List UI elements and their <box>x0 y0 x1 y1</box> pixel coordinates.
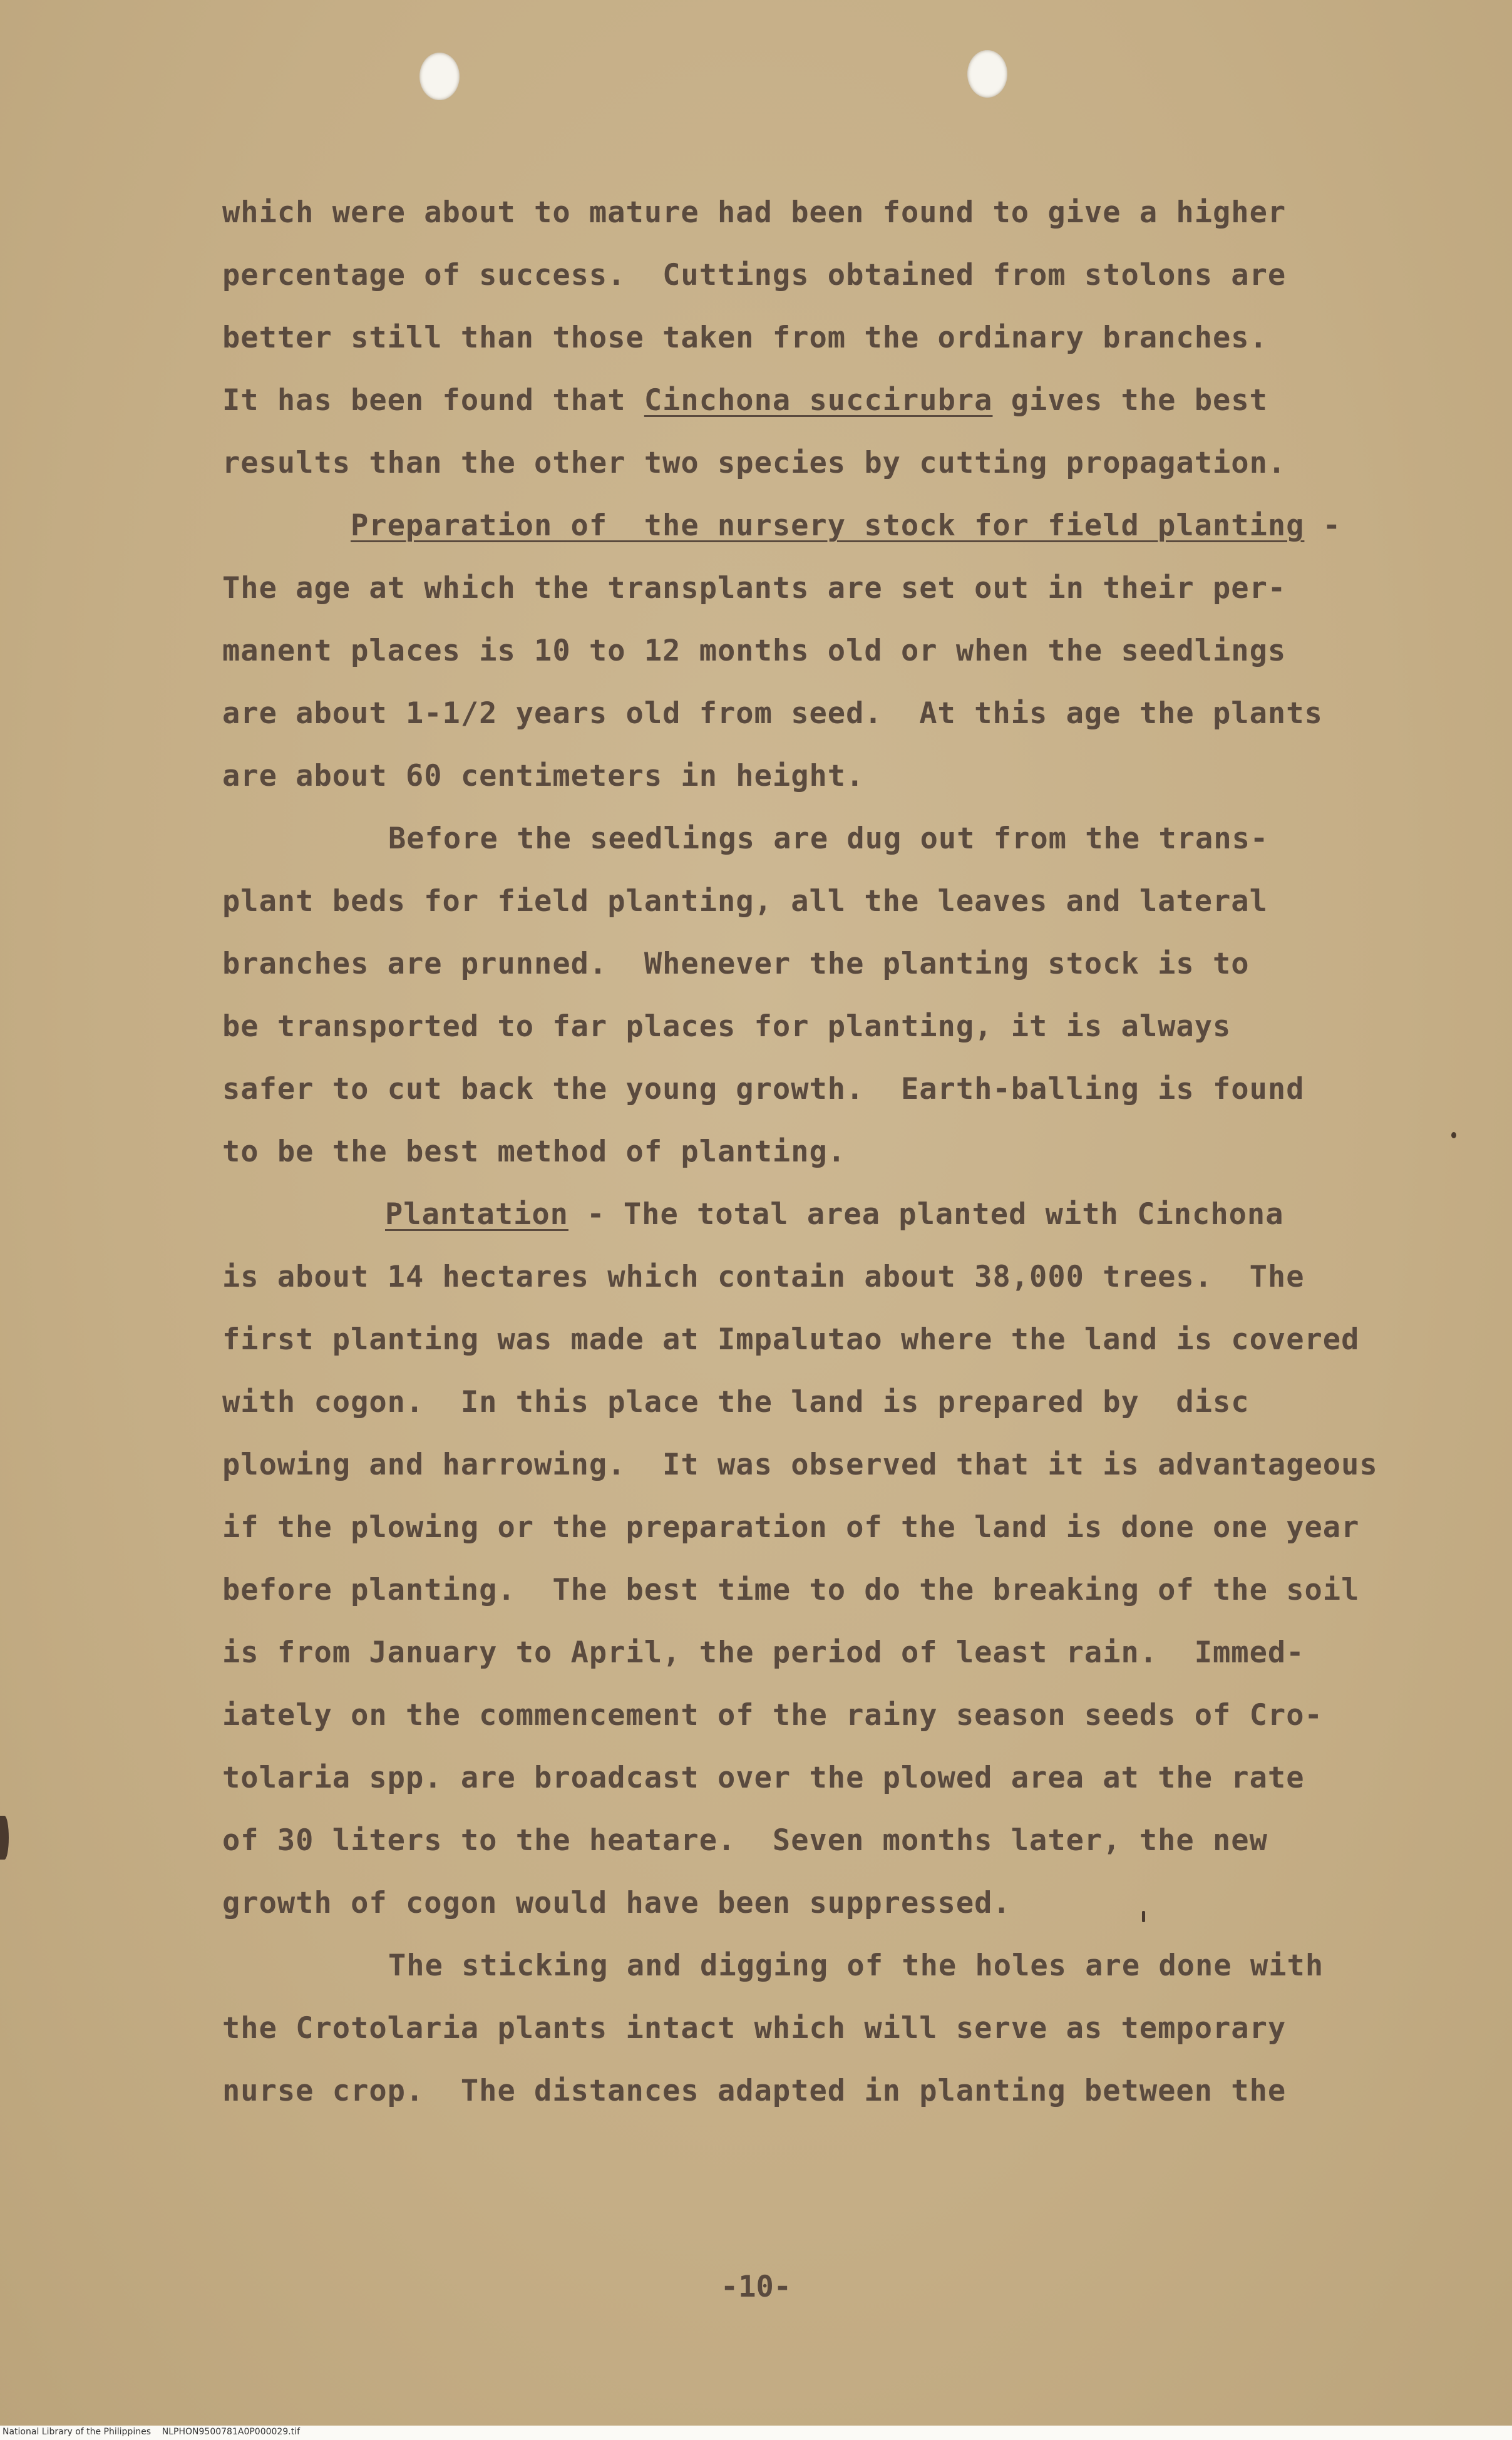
text-line: iately on the commencement of the rainy season seeds of Cro- <box>222 1698 1323 1732</box>
section-heading-plantation: Plantation <box>385 1197 568 1232</box>
text-line: before planting. The best time to do the breaking of the soil <box>222 1573 1360 1607</box>
text-line: first planting was made at Impalutao where the land is covered <box>222 1322 1360 1357</box>
text-line: are about 1-1/2 years old from seed. At this age the plants <box>222 696 1323 731</box>
scan-footer-text: National Library of the Philippines NLPHON9500781A0P000029.tif <box>3 2427 301 2437</box>
text-line: is about 14 hectares which contain about 38,000 trees. The <box>222 1260 1305 1294</box>
text-line: manent places is 10 to 12 months old or when the seedlings <box>222 634 1287 668</box>
punch-hole-left <box>419 53 460 100</box>
text-line: growth of cogon would have been suppressed. <box>222 1886 1011 1920</box>
text-line: to be the best method of planting. <box>222 1135 846 1169</box>
edge-mark <box>0 1816 9 1860</box>
text-line: with cogon. In this place the land is prepared by disc <box>222 1385 1250 1419</box>
scan-footer-strip <box>0 2426 1512 2440</box>
text-line: The sticking and digging of the holes are done with <box>388 1948 1324 1983</box>
text-line: be transported to far places for planting, it is always <box>222 1009 1232 1044</box>
ink-speck <box>1142 1911 1145 1922</box>
text-line: better still than those taken from the ordinary branches. <box>222 321 1268 355</box>
text-line: if the plowing or the preparation of the land is done one year <box>222 1510 1360 1545</box>
text-line: The age at which the transplants are set out in their per- <box>222 571 1287 605</box>
text-line: Before the seedlings are dug out from the trans- <box>388 821 1269 856</box>
text-line: is from January to April, the period of least rain. Immed- <box>222 1635 1305 1670</box>
section-heading-preparation: Preparation of the nursery stock for field planting <box>351 508 1305 543</box>
text-segment: It has been found that <box>222 383 644 418</box>
text-segment: gives the best <box>992 383 1268 418</box>
text-line: which were about to mature had been found to give a higher <box>222 195 1287 230</box>
text-line: of 30 liters to the heatare. Seven months later, the new <box>222 1823 1268 1858</box>
text-segment: - <box>1304 508 1342 543</box>
text-line: the Crotolaria plants intact which will serve as temporary <box>222 2011 1287 2046</box>
text-line: plant beds for field planting, all the leaves and lateral <box>222 884 1268 919</box>
text-line: are about 60 centimeters in height. <box>222 759 865 793</box>
text-line <box>222 382 1268 420</box>
punch-hole-right <box>967 50 1007 98</box>
text-line: branches are prunned. Whenever the planting stock is to <box>222 947 1250 981</box>
text-line: tolaria spp. are broadcast over the plowed area at the rate <box>222 1761 1305 1795</box>
ink-speck <box>1451 1132 1456 1138</box>
page-number: -10- <box>720 2270 792 2304</box>
text-line: results than the other two species by cutting propagation. <box>222 446 1287 480</box>
section-heading-line <box>351 507 1341 545</box>
section-heading-line <box>385 1196 1284 1233</box>
text-line: percentage of success. Cuttings obtained from stolons are <box>222 258 1287 292</box>
text-line: safer to cut back the young growth. Earth-balling is found <box>222 1072 1305 1106</box>
text-line: plowing and harrowing. It was observed that it is advantageous <box>222 1448 1378 1482</box>
text-segment: - The total area planted with Cinchona <box>568 1197 1284 1232</box>
species-name-underlined: Cinchona succirubra <box>644 383 993 418</box>
text-line: nurse crop. The distances adapted in planting between the <box>222 2074 1287 2108</box>
